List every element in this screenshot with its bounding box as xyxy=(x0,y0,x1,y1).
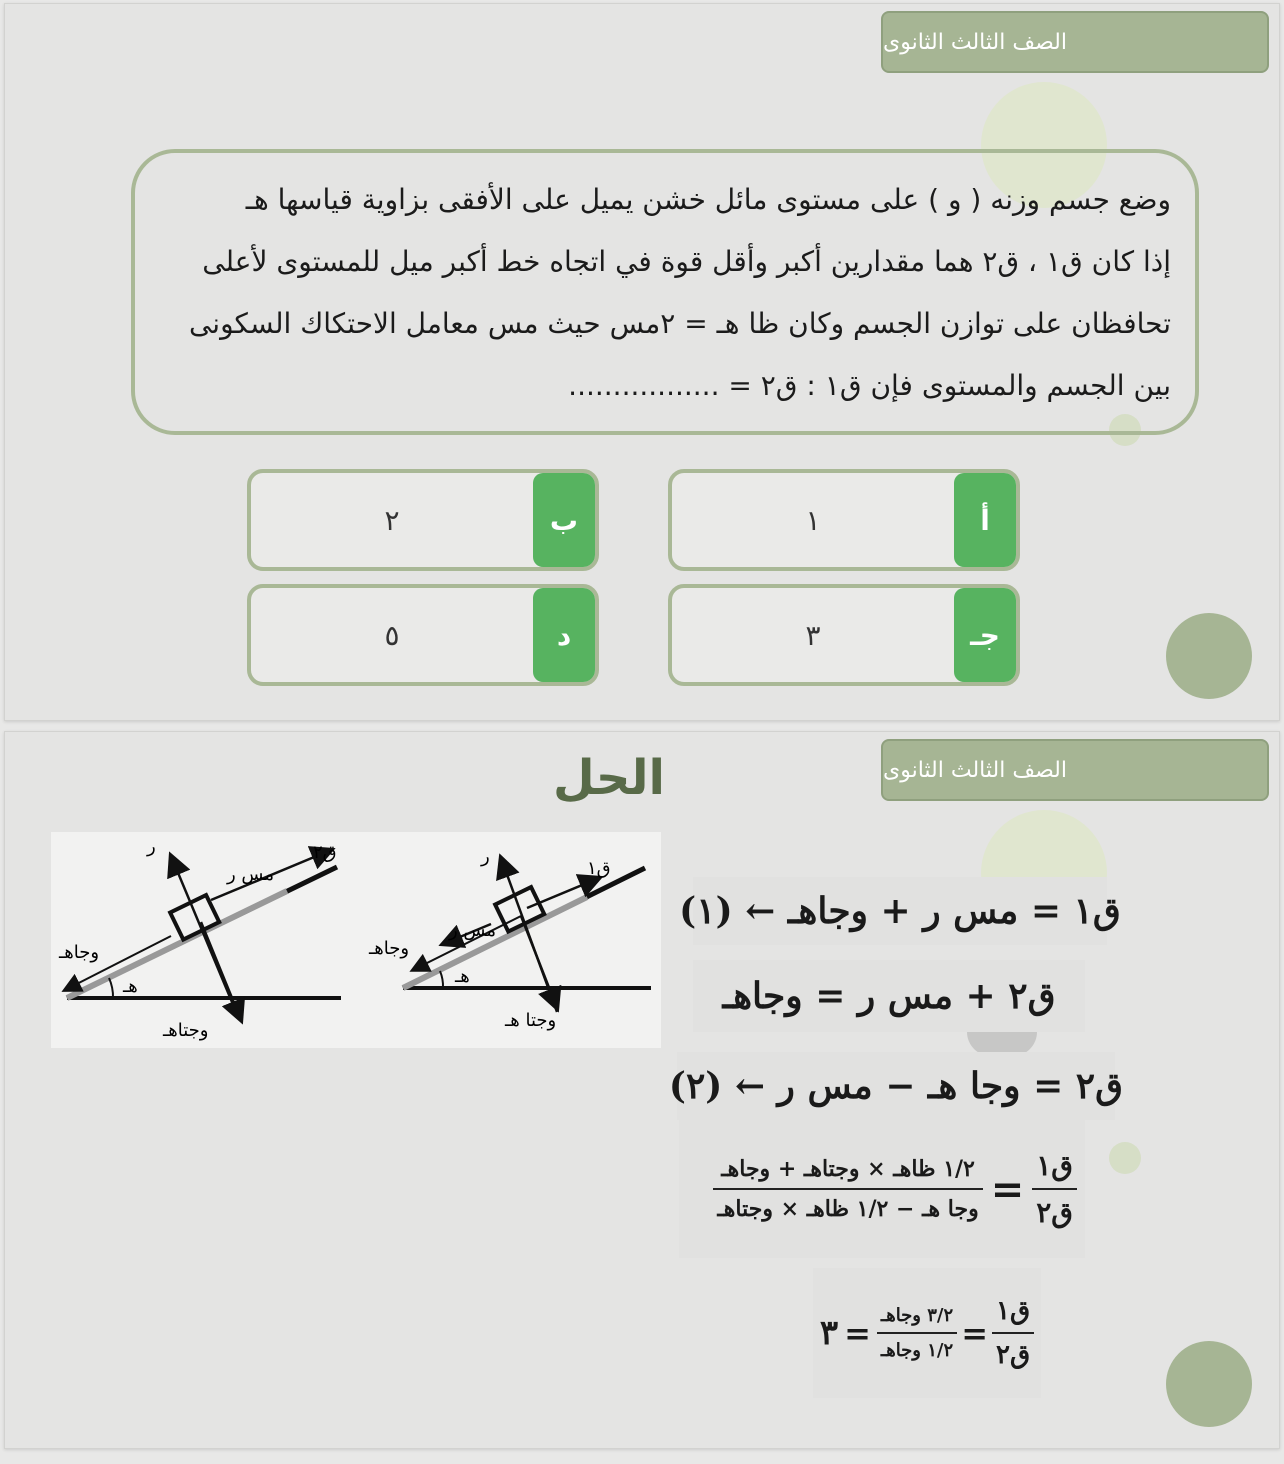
ratio-denominator: ق٢ xyxy=(1032,1188,1077,1229)
option-value: ٣ xyxy=(805,618,821,652)
question-line: إذا كان ق١ ، ق٢ هما مقدارين أكبر وأقل قوة في اتجاه خط أكبر ميل للمستوى لأعلى xyxy=(202,245,1171,278)
diagram-label: ق١ xyxy=(587,858,611,879)
solution-slide xyxy=(4,731,1280,1449)
option-letter: د xyxy=(533,588,595,682)
question-line: تحافظان على توازن الجسم وكان ظا هـ = ٢مس حيث مس معامل الاحتكاك السكونى xyxy=(188,307,1171,340)
question-box xyxy=(131,149,1199,435)
diagram-label: وجاهـ xyxy=(59,942,100,963)
question-line: وضع جسم وزنه ( و ) على مستوى مائل خشن يميل على الأفقى بزاوية قياسها هـ xyxy=(245,183,1171,216)
expression-fraction xyxy=(877,1305,957,1361)
expression-numerator: ١/٢ ظاهـ × وجتاهـ + وجاهـ xyxy=(721,1156,975,1182)
expression-denominator: ١/٢ وجاهـ xyxy=(877,1332,957,1361)
equation-1 xyxy=(679,877,1121,945)
option-letter: أ xyxy=(954,473,1016,567)
diagram-label: وجاهـ xyxy=(369,938,410,959)
decor-circle xyxy=(1166,1341,1252,1427)
equals-sign: = xyxy=(990,1165,1025,1213)
equation-4 xyxy=(679,1120,1085,1258)
diagram-label: وجتا هـ xyxy=(505,1010,557,1031)
diagram-label: مس ر xyxy=(227,864,275,885)
equation-text: ق٢ + مس ر = وجاهـ xyxy=(722,975,1056,1017)
diagram-label: هـ xyxy=(455,966,470,987)
diagram-label: وجتاهـ xyxy=(163,1020,209,1041)
expression-fraction xyxy=(713,1156,982,1222)
option-a[interactable] xyxy=(668,469,1020,571)
diagram-label: مس ر xyxy=(449,920,497,941)
ratio-denominator: ق٢ xyxy=(992,1332,1034,1370)
result-value: ٣ xyxy=(819,1313,839,1353)
equals-sign: = xyxy=(844,1314,871,1352)
equation-5 xyxy=(813,1268,1041,1398)
option-value: ٥ xyxy=(384,618,400,652)
solution-title: الحل xyxy=(553,750,665,806)
option-c[interactable] xyxy=(668,584,1020,686)
ratio-fraction xyxy=(992,1296,1034,1370)
question-slide xyxy=(4,3,1280,721)
diagram-label: ر xyxy=(481,846,490,867)
incline-diagram-right xyxy=(368,846,651,1031)
ratio-numerator: ق١ xyxy=(1036,1149,1073,1182)
diagram-label: ر xyxy=(147,836,156,857)
ratio-numerator: ق١ xyxy=(996,1296,1031,1326)
decor-circle xyxy=(1109,1142,1141,1174)
equation-3 xyxy=(668,1052,1124,1120)
ratio-fraction xyxy=(1032,1149,1077,1229)
equation-2 xyxy=(693,960,1085,1032)
equation-text: ق١ = مس ر + وجاهـ ← (١) xyxy=(679,890,1121,932)
incline-diagram-left xyxy=(58,836,341,1041)
option-letter: ب xyxy=(533,473,595,567)
equation-text: ق٢ = وجا هـ − مس ر ← (٢) xyxy=(668,1065,1124,1107)
option-b[interactable] xyxy=(247,469,599,571)
decor-circle xyxy=(1166,613,1252,699)
option-value: ٢ xyxy=(384,503,400,537)
diagram-label: ق٢ xyxy=(313,842,337,863)
expression-denominator: وجا هـ − ١/٢ ظاهـ × وجتاهـ xyxy=(713,1188,982,1222)
diagram-label: هـ xyxy=(123,976,138,997)
diagrams-panel xyxy=(51,832,661,1048)
expression-numerator: ٣/٢ وجاهـ xyxy=(880,1305,954,1326)
option-letter: جـ xyxy=(954,588,1016,682)
option-value: ١ xyxy=(805,503,821,537)
grade-label: الصف الثالث الثانوى xyxy=(881,739,1269,801)
option-d[interactable] xyxy=(247,584,599,686)
question-line: بين الجسم والمستوى فإن ق١ : ق٢ = ................. xyxy=(568,369,1171,402)
equals-sign: = xyxy=(961,1314,988,1352)
grade-label: الصف الثالث الثانوى xyxy=(881,11,1269,73)
